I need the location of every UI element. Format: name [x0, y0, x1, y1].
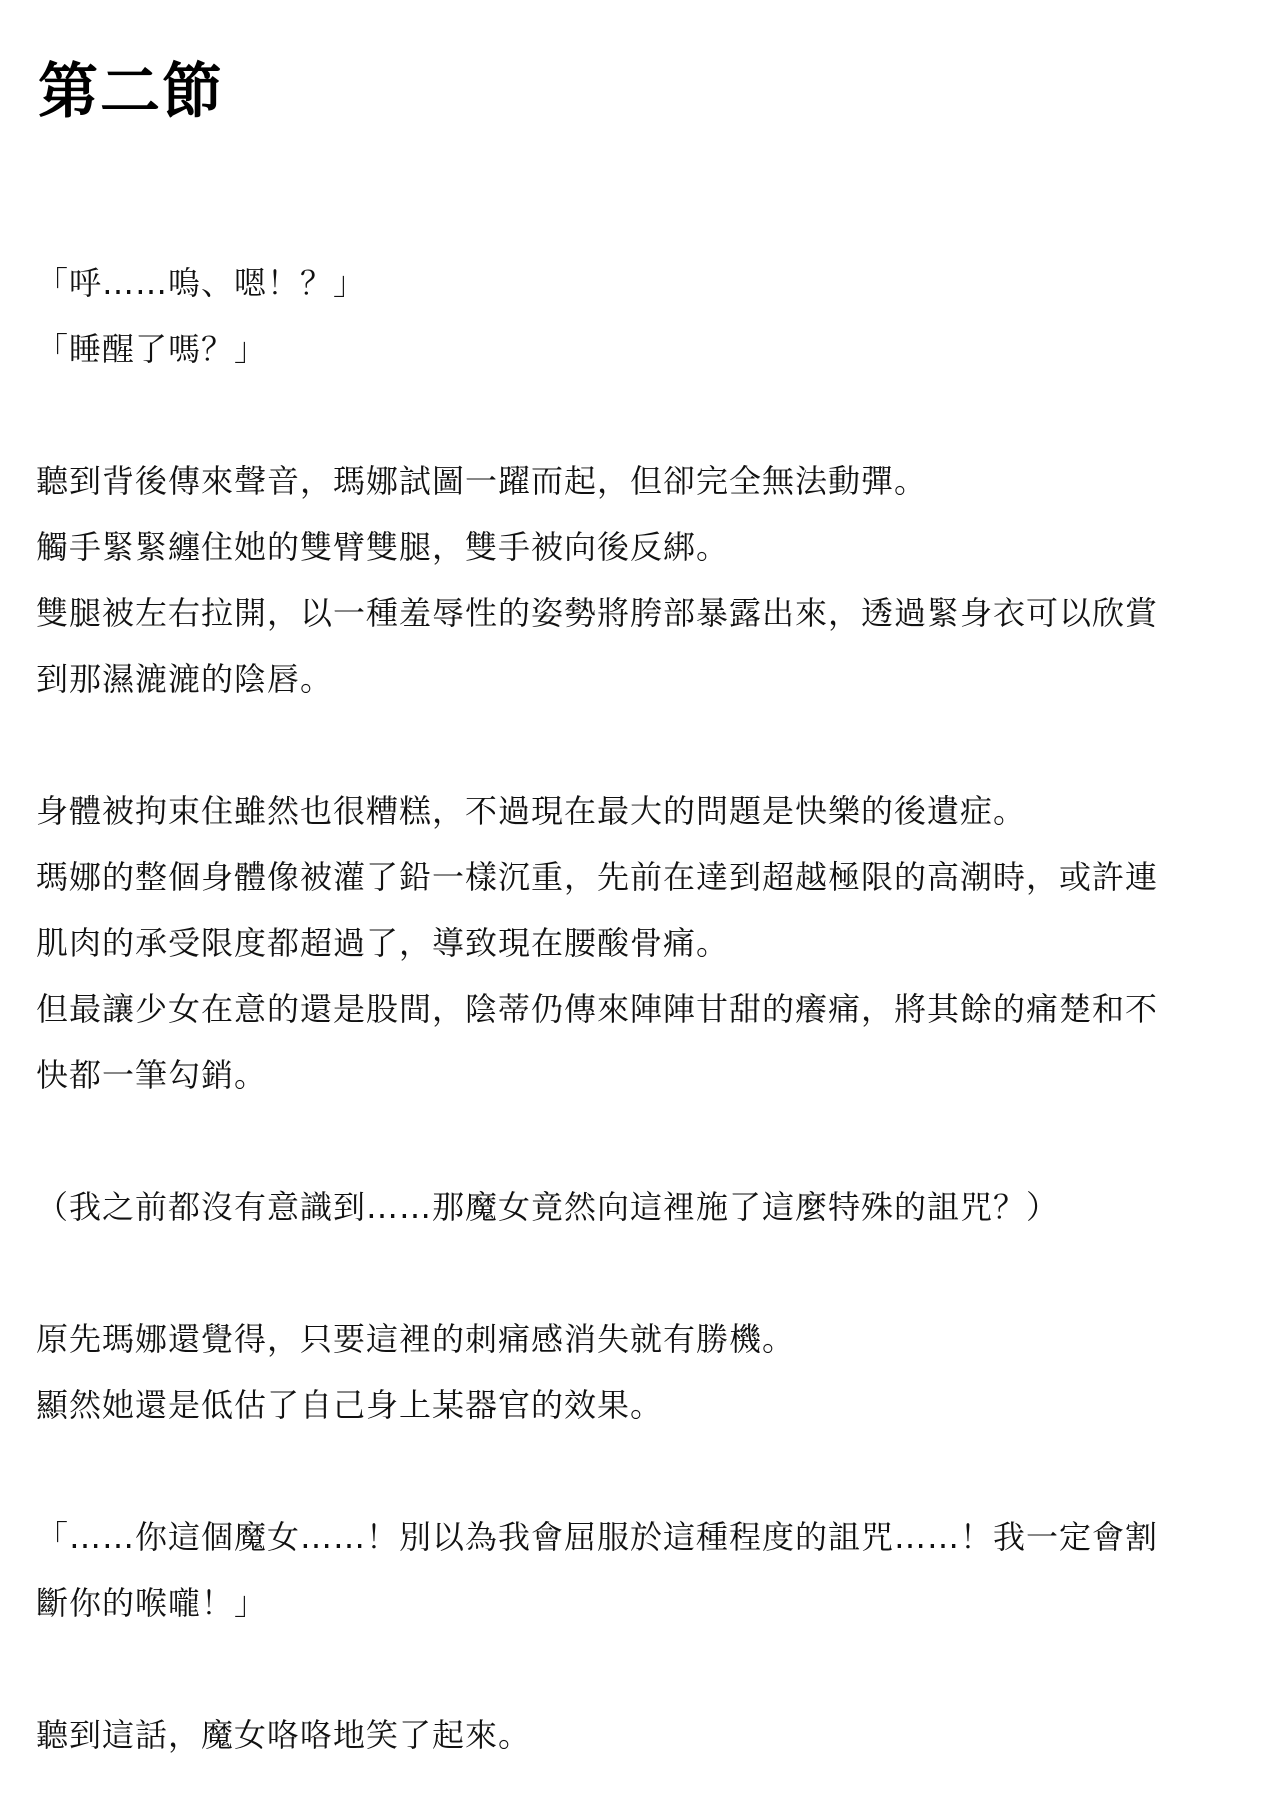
text-line: 但最讓少女在意的還是股間，陰蒂仍傳來陣陣甘甜的癢痛，將其餘的痛楚和不	[36, 990, 1159, 1028]
text-line: 瑪娜的整個身體像被灌了鉛一樣沉重，先前在達到超越極限的高潮時，或許連	[36, 858, 1159, 896]
text-line: 雙腿被左右拉開，以一種羞辱性的姿勢將胯部暴露出來，透過緊身衣可以欣賞	[36, 594, 1159, 632]
dialogue-line: 「睡醒了嗎？」	[36, 330, 268, 368]
text-line: 到那濕漉漉的陰唇。	[36, 660, 334, 698]
paragraph-gap	[36, 382, 1246, 448]
text-line: 顯然她還是低估了自己身上某器官的效果。	[36, 1386, 664, 1424]
text-line: 快都一筆勾銷。	[36, 1056, 268, 1094]
text-line: 肌肉的承受限度都超過了，導致現在腰酸骨痛。	[36, 924, 730, 962]
text-line: 聽到這話，魔女咯咯地笑了起來。	[36, 1716, 532, 1754]
text-line: 原先瑪娜還覺得，只要這裡的刺痛感消失就有勝機。	[36, 1320, 796, 1358]
paragraph-gap	[36, 712, 1246, 778]
text-line: 聽到背後傳來聲音，瑪娜試圖一躍而起，但卻完全無法動彈。	[36, 462, 928, 500]
text-line: 觸手緊緊纏住她的雙臂雙腿，雙手被向後反綁。	[36, 528, 730, 566]
dialogue-line: 斷你的喉嚨！」	[36, 1584, 268, 1622]
paragraph-gap	[36, 1108, 1246, 1174]
inner-thought-line: （我之前都沒有意識到……那魔女竟然向這裡施了這麼特殊的詛咒？）	[36, 1188, 1060, 1226]
paragraph-gap	[36, 1240, 1246, 1306]
paragraph-gap	[36, 1438, 1246, 1504]
dialogue-line: 「呼……嗚、嗯！？」	[36, 264, 367, 302]
text-line: 身體被拘束住雖然也很糟糕，不過現在最大的問題是快樂的後遺症。	[36, 792, 1027, 830]
chapter-body	[36, 250, 1246, 1768]
dialogue-line: 「……你這個魔女……！別以為我會屈服於這種程度的詛咒……！我一定會割	[36, 1518, 1159, 1556]
chapter-title: 第二節	[38, 57, 224, 127]
paragraph-gap	[36, 1636, 1246, 1702]
